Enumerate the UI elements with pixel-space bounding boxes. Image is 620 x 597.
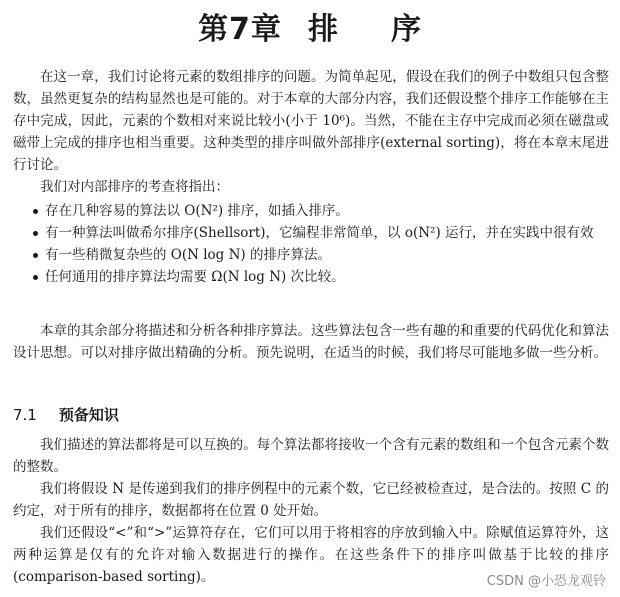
- bullet-icon: [33, 231, 38, 236]
- section-heading: [13, 404, 119, 425]
- intro-section: [13, 66, 609, 198]
- chapter-heading: [0, 4, 620, 48]
- section-paragraph-1: 我们描述的算法都将是可以互换的。每个算法都将接收一个含有元素的数组和一个包含元素个数的整数。: [13, 437, 609, 475]
- section-number: 7.1: [13, 406, 37, 424]
- list-item: 有一种算法叫做希尔排序(Shellsort)，它编程非常简单，以 o(N²) 运行，并在实践中很有效: [13, 222, 609, 244]
- watermark: CSDN @小恐龙观铃: [486, 574, 606, 589]
- bullet-icon: [33, 275, 38, 280]
- section-body: [13, 434, 609, 588]
- rest-section: [13, 320, 609, 364]
- chapter-title-char-2: 序: [390, 12, 422, 47]
- intro-paragraph-2: 我们对内部排序的考查将指出：: [40, 179, 229, 195]
- bullet-icon: [33, 253, 38, 258]
- list-item: 存在几种容易的算法以 O(N²) 排序，如插入排序。: [13, 200, 609, 222]
- list-item: 任何通用的排序算法均需要 Ω(N log N) 次比较。: [13, 266, 609, 288]
- bullet-icon: [33, 209, 38, 214]
- list-item: 有一些稍微复杂些的 O(N log N) 的排序算法。: [13, 244, 609, 266]
- section-paragraph-3: 我们还假设“<”和“>”运算符存在，它们可以用于将相容的序放到输入中。除赋值运算符外，这两种运算是仅有的允许对输入数据进行的操作。在这些条件下的排序叫做基于比较的排序(comparison-based sorting)。: [13, 525, 609, 585]
- rest-paragraph: 本章的其余部分将描述和分析各种排序算法。这些算法包含一些有趣的和重要的代码优化和算法设计思想。可以对排序做出精确的分析。预先说明，在适当的时候，我们将尽可能地多做一些分析。: [13, 323, 609, 361]
- section-title: 预备知识: [58, 406, 119, 424]
- chapter-title-char-1: 排: [307, 12, 339, 47]
- intro-paragraph-1: 在这一章，我们讨论将元素的数组排序的问题。为简单起见，假设在我们的例子中数组只包含整数，虽然更复杂的结构显然也是可能的。对于本章的大部分内容，我们还假设整个排序工作能够在主存中完成，因此，元素的个数相对来说比较小(小于 10⁶)。当然，不能在主存中完成而必须在磁盘或磁带上完成的排序也相当重要。这种类型的排序叫做外部排序(external sorting)，将在本章末尾进行讨论。: [13, 69, 609, 173]
- chapter-number: 第7章: [198, 12, 282, 47]
- key-points-list: [13, 200, 609, 288]
- section-paragraph-2: 我们将假设 N 是传递到我们的排序例程中的元素个数，它已经被检查过，是合法的。按照 C 的约定，对于所有的排序，数据都将在位置 0 处开始。: [13, 481, 609, 519]
